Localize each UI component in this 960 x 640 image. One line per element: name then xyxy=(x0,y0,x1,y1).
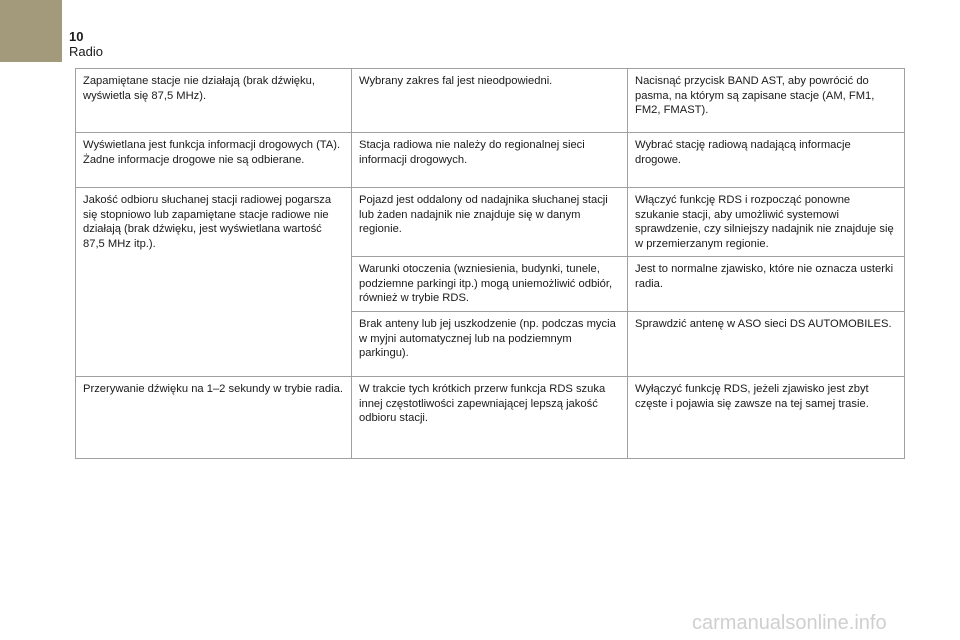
cause-cell: Brak anteny lub jej uszkodzenie (np. podczas mycia w myjni automatycznej lub na podziemnym parkingu). xyxy=(352,312,628,377)
solution-cell: Nacisnąć przycisk BAND AST, aby powrócić do pasma, na którym są zapisane stacje (AM, FM1, FM2, FMAST). xyxy=(628,69,905,133)
table-row xyxy=(76,377,905,459)
solution-cell: Włączyć funkcję RDS i rozpocząć ponowne szukanie stacji, aby umożliwić systemowi sprawdzenie, czy silniejszy nadajnik nie znajduje się w przemierzanym regionie. xyxy=(628,188,905,257)
table-row xyxy=(76,188,905,257)
watermark: carmanualsonline.info xyxy=(692,612,887,634)
chapter-tab xyxy=(0,0,62,62)
troubleshooting-table xyxy=(75,68,905,459)
cause-cell: Warunki otoczenia (wzniesienia, budynki, tunele, podziemne parkingi itp.) mogą uniemożliwić odbiór, również w trybie RDS. xyxy=(352,257,628,312)
problem-cell: Wyświetlana jest funkcja informacji drogowych (TA). Żadne informacje drogowe nie są odbierane. xyxy=(76,133,352,188)
cause-cell: Pojazd jest oddalony od nadajnika słuchanej stacji lub żaden nadajnik nie znajduje się w danym regionie. xyxy=(352,188,628,257)
table-row xyxy=(76,69,905,133)
table-row xyxy=(76,133,905,188)
cause-cell: Stacja radiowa nie należy do regionalnej sieci informacji drogowych. xyxy=(352,133,628,188)
solution-cell: Sprawdzić antenę w ASO sieci DS AUTOMOBILES. xyxy=(628,312,905,377)
solution-cell: Wyłączyć funkcję RDS, jeżeli zjawisko jest zbyt częste i pojawia się zawsze na tej samej trasie. xyxy=(628,377,905,459)
section-title: Radio xyxy=(69,44,103,59)
cause-cell: W trakcie tych krótkich przerw funkcja RDS szuka innej częstotliwości zapewniającej lepszą jakość odbioru stacji. xyxy=(352,377,628,459)
cause-cell: Wybrany zakres fal jest nieodpowiedni. xyxy=(352,69,628,133)
problem-cell: Jakość odbioru słuchanej stacji radiowej pogarsza się stopniowo lub zapamiętane stacje radiowe nie działają (brak dźwięku, jest wyświetlana wartość 87,5 MHz itp.). xyxy=(76,188,352,377)
problem-cell: Przerywanie dźwięku na 1–2 sekundy w trybie radia. xyxy=(76,377,352,459)
solution-cell: Wybrać stację radiową nadającą informacje drogowe. xyxy=(628,133,905,188)
page-number: 10 xyxy=(69,29,84,44)
problem-cell: Zapamiętane stacje nie działają (brak dźwięku, wyświetla się 87,5 MHz). xyxy=(76,69,352,133)
solution-cell: Jest to normalne zjawisko, które nie oznacza usterki radia. xyxy=(628,257,905,312)
